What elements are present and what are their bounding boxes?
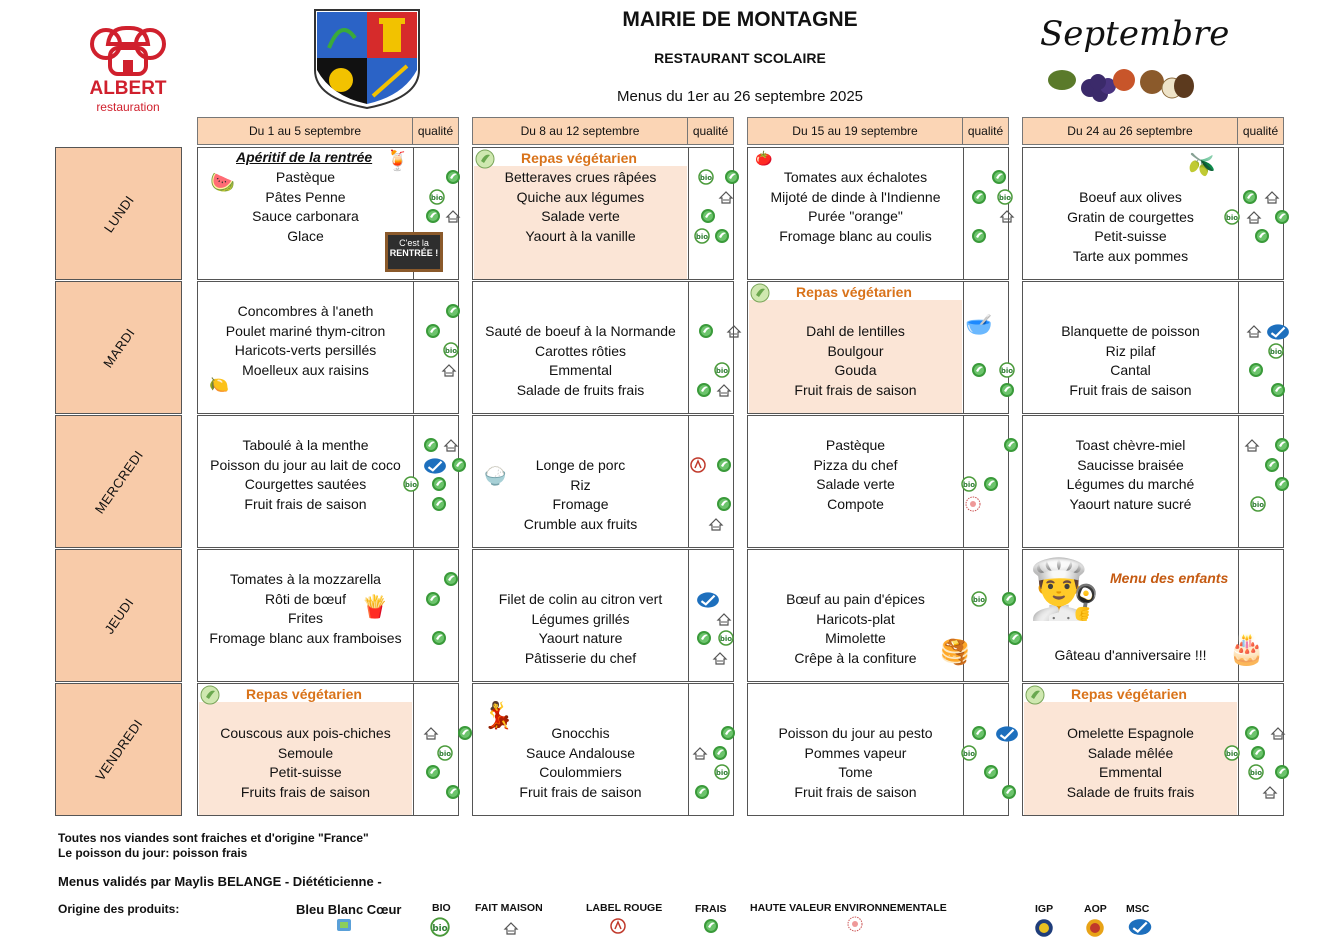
- week-header-3: [747, 117, 1009, 145]
- fait-maison-icon: [1246, 209, 1262, 225]
- menu-item: Gâteau d'anniversaire !!!: [1054, 647, 1207, 663]
- menu-item: Légumes grillés: [531, 610, 630, 627]
- frais-icon: [1254, 228, 1270, 244]
- fait-maison-icon: [716, 611, 732, 627]
- menu-item: Pastèque: [275, 169, 336, 185]
- menu-cell-w1-mardi: [197, 281, 459, 414]
- day-label: MERCREDI: [91, 447, 146, 516]
- menu-item: Coulommiers: [539, 764, 622, 780]
- bio-icon: [698, 169, 714, 185]
- menu-cell-w3-lundi: [747, 147, 1009, 280]
- menu-cell-w2-lundi: [472, 147, 734, 280]
- menu-item: Riz pilaf: [1105, 342, 1156, 359]
- quality-divider: [413, 282, 414, 413]
- bio-icon: [694, 228, 710, 244]
- fait-maison-icon: [692, 745, 708, 761]
- msc-icon: [423, 457, 447, 475]
- menu-item: Sauce carbonara: [252, 208, 359, 224]
- week-header-2: [472, 117, 734, 145]
- menu-item: Longe de porc: [535, 457, 626, 473]
- fait-maison-icon: [1246, 323, 1262, 339]
- september-heading: Septembre: [1040, 14, 1230, 54]
- menu-item: Salade verte: [541, 208, 620, 224]
- flamenco-dancer-icon: 💃: [482, 700, 515, 730]
- bio-icon: [403, 476, 419, 492]
- menu-item: Crêpe à la confiture: [794, 649, 917, 666]
- menu-item: Tarte aux pommes: [1072, 247, 1189, 264]
- frais-icon: [1264, 457, 1280, 473]
- frais-icon: [431, 476, 447, 492]
- frais-icon: [1007, 630, 1023, 646]
- fait-maison-icon: [712, 650, 728, 666]
- legend-bio-label: BIO: [432, 902, 451, 914]
- cocktail-icon: 🍹: [385, 150, 410, 172]
- menu-cell-w1-jeudi: [197, 549, 459, 682]
- menu-item: Quiche aux légumes: [516, 188, 645, 205]
- frais-icon: [971, 228, 987, 244]
- rice-bowl-icon: 🍚: [484, 466, 507, 486]
- chalkboard-top-text: C'est la: [399, 238, 429, 248]
- menu-item: Salade mêlée: [1087, 744, 1174, 761]
- menu-item: Compote: [827, 495, 884, 512]
- footer-validation: Menus validés par Maylis BELANGE - Diététicienne -: [58, 874, 382, 889]
- menu-item: Glace: [287, 227, 324, 244]
- frais-icon: [425, 591, 441, 607]
- frais-icon: [714, 228, 730, 244]
- chalkboard-text: RENTRÉE !: [389, 248, 439, 258]
- menu-item: Frites: [288, 610, 323, 626]
- quality-divider: [963, 148, 964, 279]
- week-label: Du 8 au 12 septembre: [473, 118, 688, 144]
- menu-item: Concombres à l'aneth: [237, 303, 374, 319]
- frais-icon: [712, 745, 728, 761]
- quality-divider: [413, 684, 414, 815]
- frais-icon: [1001, 591, 1017, 607]
- menu-cell-w4-lundi: [1022, 147, 1284, 280]
- bio-icon: [718, 630, 734, 646]
- frais-icon: [1003, 437, 1019, 453]
- bio-icon: [1250, 496, 1266, 512]
- vegetarian-title: Repas végétarien: [1071, 686, 1187, 702]
- day-lundi: [55, 147, 182, 280]
- fait-maison-icon: [443, 437, 459, 453]
- menu-item: Fromage blanc au coulis: [779, 227, 932, 244]
- legend-hve-label: HAUTE VALEUR ENVIRONNEMENTALE: [750, 902, 947, 914]
- menu-item: Tomates à la mozzarella: [230, 571, 381, 587]
- lemon-icon: 🍋: [209, 377, 229, 394]
- msc-icon: [1266, 323, 1290, 341]
- menu-item: Poisson du jour au pesto: [778, 725, 933, 741]
- week-label: Du 24 au 26 septembre: [1023, 118, 1238, 144]
- menu-item: Salade verte: [816, 476, 895, 492]
- frais-icon: [425, 323, 441, 339]
- frais-icon: [1270, 382, 1286, 398]
- quality-divider: [413, 550, 414, 681]
- frais-icon: [1250, 745, 1266, 761]
- frais-icon: [724, 169, 740, 185]
- legend-frais-label: FRAIS: [695, 903, 727, 915]
- quality-divider: [688, 550, 689, 681]
- day-vendredi: [55, 683, 182, 816]
- bio-icon: [437, 745, 453, 761]
- menu-cell-w2-jeudi: [472, 549, 734, 682]
- igp-icon: [1034, 918, 1054, 938]
- chalkboard-image: [385, 232, 443, 272]
- week-header-1: [197, 117, 459, 145]
- fait-maison-icon: [726, 323, 742, 339]
- day-label: JEUDI: [100, 594, 137, 637]
- vegetarian-leaf-icon: [1025, 685, 1045, 705]
- menu-item: Fruits frais de saison: [240, 783, 371, 800]
- fait-maison-icon: [423, 725, 439, 741]
- day-label: VENDREDI: [91, 716, 146, 783]
- menu-item: Pastèque: [825, 437, 886, 453]
- menu-item: Omelette Espagnole: [1067, 725, 1194, 741]
- fait-maison-icon: [1264, 189, 1280, 205]
- bio-icon: [1268, 343, 1284, 359]
- olives-icon: 🫒: [1188, 152, 1216, 177]
- watermelon-icon: 🍉: [210, 172, 235, 194]
- frais-icon: [431, 496, 447, 512]
- menu-cell-w3-vendredi: [747, 683, 1009, 816]
- frais-icon: [694, 784, 710, 800]
- menu-cell-w4-vendredi: [1022, 683, 1284, 816]
- day-jeudi: [55, 549, 182, 682]
- menu-item: Petit-suisse: [1094, 228, 1167, 244]
- frais-icon: [971, 189, 987, 205]
- quality-divider: [688, 684, 689, 815]
- menu-item: Haricots-plat: [816, 610, 895, 627]
- bio-icon: [429, 189, 445, 205]
- fait-maison-icon: [718, 189, 734, 205]
- menu-item: Boeuf aux olives: [1079, 189, 1182, 205]
- fait-maison-icon: [716, 382, 732, 398]
- menu-item: Pizza du chef: [813, 456, 898, 473]
- menu-item: Pommes vapeur: [804, 744, 907, 761]
- frais-icon: [1248, 362, 1264, 378]
- week-label: Du 1 au 5 septembre: [198, 118, 413, 144]
- quality-label: qualité: [1242, 124, 1279, 138]
- frais-icon: [443, 571, 459, 587]
- menu-item: Bœuf au pain d'épices: [786, 591, 925, 607]
- frais-icon: [999, 382, 1015, 398]
- fait-maison-icon: [441, 362, 457, 378]
- bio-icon: [714, 362, 730, 378]
- menu-cell-w4-mardi: [1022, 281, 1284, 414]
- quality-label: qualité: [692, 124, 729, 138]
- vegetarian-leaf-icon: [475, 149, 495, 169]
- bleu-blanc-coeur-icon: [336, 917, 352, 933]
- menu-cell-w4-mercredi: [1022, 415, 1284, 548]
- albert-brand-name: ALBERT: [89, 78, 167, 99]
- aop-icon: [1085, 918, 1105, 938]
- quality-divider: [1238, 416, 1239, 547]
- frais-icon: [1274, 764, 1290, 780]
- menu-item: Emmental: [1098, 764, 1163, 780]
- menu-item: Poulet mariné thym-citron: [225, 322, 386, 339]
- menu-item: Yaourt nature sucré: [1069, 495, 1192, 512]
- menu-item: Carottes rôties: [534, 342, 627, 359]
- frais-icon: [431, 630, 447, 646]
- bio-icon: [1224, 745, 1240, 761]
- fait-maison-icon: [708, 516, 724, 532]
- menu-cell-w2-mercredi: [472, 415, 734, 548]
- legend-aop-label: AOP: [1084, 903, 1107, 915]
- frais-icon: [716, 496, 732, 512]
- bio-icon: [999, 362, 1015, 378]
- menu-item: Fromage: [552, 496, 609, 512]
- menu-item: Boulgour: [827, 342, 884, 359]
- frais-icon: [445, 169, 461, 185]
- menu-item: Pâtes Penne: [265, 188, 346, 205]
- bio-icon: [443, 342, 459, 358]
- menu-item: Couscous aux pois-chiches: [220, 725, 391, 741]
- quality-divider: [688, 416, 689, 547]
- bio-icon: [430, 917, 450, 937]
- frais-icon: [425, 208, 441, 224]
- menu-item: Semoule: [277, 744, 334, 761]
- hve-icon: [965, 496, 981, 512]
- frais-icon: [1244, 725, 1260, 741]
- menu-item: Fruit frais de saison: [519, 783, 642, 800]
- frais-icon: [451, 457, 467, 473]
- day-mardi: [55, 281, 182, 414]
- label-rouge-icon: [690, 457, 706, 473]
- frais-icon: [698, 323, 714, 339]
- day-mercredi: [55, 415, 182, 548]
- vegetarian-title: Repas végétarien: [246, 686, 362, 702]
- menu-item: Fruit frais de saison: [794, 381, 917, 398]
- menu-cell-w3-mardi: [747, 281, 1009, 414]
- chef-boy-illustration: 👨‍🍳: [1028, 557, 1101, 622]
- menu-item: Rôti de bœuf: [265, 590, 346, 607]
- vegetarian-leaf-icon: [750, 283, 770, 303]
- frais-icon: [700, 208, 716, 224]
- footer-meat-origin: Toutes nos viandes sont fraiches et d'origine "France": [58, 831, 369, 845]
- label-rouge-icon: [610, 918, 626, 934]
- menu-item: Gnocchis: [551, 725, 610, 741]
- menu-item: Courgettes sautées: [244, 476, 367, 492]
- msc-icon: [1126, 918, 1154, 936]
- footer-origin-label: Origine des produits:: [58, 902, 180, 916]
- menu-cell-w1-mercredi: [197, 415, 459, 548]
- frais-icon: [445, 784, 461, 800]
- frais-icon: [991, 169, 1007, 185]
- legend-msc-label: MSC: [1126, 903, 1150, 915]
- menu-item: Pâtisserie du chef: [524, 649, 637, 666]
- menu-item: Crumble aux fruits: [523, 515, 638, 532]
- menu-item: Poisson du jour au lait de coco: [210, 456, 401, 473]
- quality-divider: [963, 282, 964, 413]
- menu-item: Cantal: [1110, 362, 1151, 378]
- menu-item: Gouda: [834, 362, 877, 378]
- menu-item: Légumes du marché: [1066, 476, 1195, 492]
- frais-icon: [425, 764, 441, 780]
- menu-item: Fruit frais de saison: [244, 495, 367, 512]
- menu-item: Salade de fruits frais: [1066, 783, 1195, 800]
- menu-item: Sauce Andalouse: [526, 744, 635, 761]
- frais-icon: [1274, 437, 1290, 453]
- frais-icon: [716, 457, 732, 473]
- menu-item: Gratin de courgettes: [1067, 208, 1194, 225]
- kids-menu-title: Menu des enfants: [1110, 570, 1229, 586]
- frais-icon: [1274, 209, 1290, 225]
- menu-item: Filet de colin au citron vert: [498, 591, 663, 607]
- lentils-icon: 🥣: [965, 312, 993, 337]
- bio-icon: [714, 764, 730, 780]
- frais-icon: [457, 725, 473, 741]
- bio-icon: [1248, 764, 1264, 780]
- frais-icon: [696, 382, 712, 398]
- menu-item: Fromage blanc aux framboises: [209, 629, 402, 646]
- frais-icon: [971, 725, 987, 741]
- menu-item: Betteraves crues râpées: [504, 169, 657, 185]
- menu-item: Haricots-verts persillés: [234, 342, 377, 358]
- menu-item: Mijoté de dinde à l'Indienne: [770, 188, 941, 205]
- legend-bbc-label: Bleu Blanc Cœur: [296, 902, 402, 917]
- menu-item: Sauté de boeuf à la Normande: [485, 323, 676, 339]
- menu-item: Fruit frais de saison: [1069, 381, 1192, 398]
- menu-item: Petit-suisse: [269, 764, 342, 780]
- fait-maison-icon: [503, 920, 519, 936]
- menu-item: Riz: [570, 476, 591, 493]
- menu-cell-w1-vendredi: [197, 683, 459, 816]
- bio-icon: [1224, 209, 1240, 225]
- fait-maison-icon: [445, 208, 461, 224]
- frais-icon: [696, 630, 712, 646]
- menu-item: Yaourt nature: [538, 630, 623, 646]
- frais-icon: [983, 764, 999, 780]
- footer-fish-note: Le poisson du jour: poisson frais: [58, 846, 248, 860]
- fait-maison-icon: [999, 208, 1015, 224]
- aperitif-title: Apéritif de la rentrée: [236, 149, 373, 165]
- crepe-icon: 🥞: [940, 639, 970, 666]
- frais-icon: [983, 476, 999, 492]
- fait-maison-icon: [1262, 784, 1278, 800]
- fries-icon: 🍟: [361, 594, 389, 619]
- menu-item: Tomates aux échalotes: [783, 169, 928, 185]
- frais-icon: [971, 362, 987, 378]
- menu-cell-w2-mardi: [472, 281, 734, 414]
- menu-item: Purée "orange": [808, 208, 903, 224]
- menu-item: Tome: [838, 764, 873, 780]
- msc-icon: [696, 591, 720, 609]
- menu-cell-w3-mercredi: [747, 415, 1009, 548]
- frais-icon: [445, 303, 461, 319]
- tomato-icon: 🍅: [755, 150, 773, 166]
- frais-icon: [1242, 189, 1258, 205]
- frais-icon: [720, 725, 736, 741]
- menu-item: Taboulé à la menthe: [242, 437, 369, 453]
- quality-label: qualité: [417, 124, 454, 138]
- week-header-4: [1022, 117, 1284, 145]
- quality-divider: [1238, 282, 1239, 413]
- menu-item: Fruit frais de saison: [794, 783, 917, 800]
- birthday-cake-icon: 🎂: [1228, 633, 1266, 666]
- bio-icon: [961, 476, 977, 492]
- frais-icon: [703, 918, 719, 934]
- vegetarian-leaf-icon: [200, 685, 220, 705]
- frais-icon: [1001, 784, 1017, 800]
- menu-item: Mimolette: [825, 630, 886, 646]
- menu-item: Toast chèvre-miel: [1075, 437, 1186, 453]
- menu-item: Dahl de lentilles: [806, 323, 905, 339]
- menu-item: Emmental: [548, 362, 613, 378]
- vegetarian-title: Repas végétarien: [521, 150, 637, 166]
- menu-item: Moelleux aux raisins: [242, 361, 369, 378]
- menu-item: Yaourt à la vanille: [525, 227, 636, 244]
- menu-item: Saucisse braisée: [1077, 456, 1184, 473]
- legend-label-rouge-label: LABEL ROUGE: [586, 902, 663, 914]
- msc-icon: [995, 725, 1019, 743]
- frais-icon: [1274, 476, 1290, 492]
- legend-fait-maison-label: FAIT MAISON: [475, 902, 543, 914]
- frais-icon: [423, 437, 439, 453]
- quality-divider: [688, 148, 689, 279]
- page-subtitle: RESTAURANT SCOLAIRE: [654, 50, 826, 66]
- bio-icon: [997, 189, 1013, 205]
- quality-divider: [688, 282, 689, 413]
- week-label: Du 15 au 19 septembre: [748, 118, 963, 144]
- legend-igp-label: IGP: [1035, 903, 1054, 915]
- hve-icon: [847, 916, 863, 932]
- menu-period: Menus du 1er au 26 septembre 2025: [617, 88, 863, 105]
- fait-maison-icon: [1270, 725, 1286, 741]
- page-title: MAIRIE DE MONTAGNE: [622, 8, 858, 31]
- quality-label: qualité: [967, 124, 1004, 138]
- day-label: LUNDI: [100, 192, 137, 235]
- bio-icon: [961, 745, 977, 761]
- coat-of-arms-image: [311, 8, 423, 110]
- albert-brand-sub: restauration: [96, 100, 160, 114]
- vegetarian-title: Repas végétarien: [796, 284, 912, 300]
- menu-item: Blanquette de poisson: [1061, 323, 1200, 339]
- fait-maison-icon: [1244, 437, 1260, 453]
- menu-item: Salade de fruits frais: [516, 381, 645, 398]
- day-label: MARDI: [99, 325, 138, 370]
- bio-icon: [971, 591, 987, 607]
